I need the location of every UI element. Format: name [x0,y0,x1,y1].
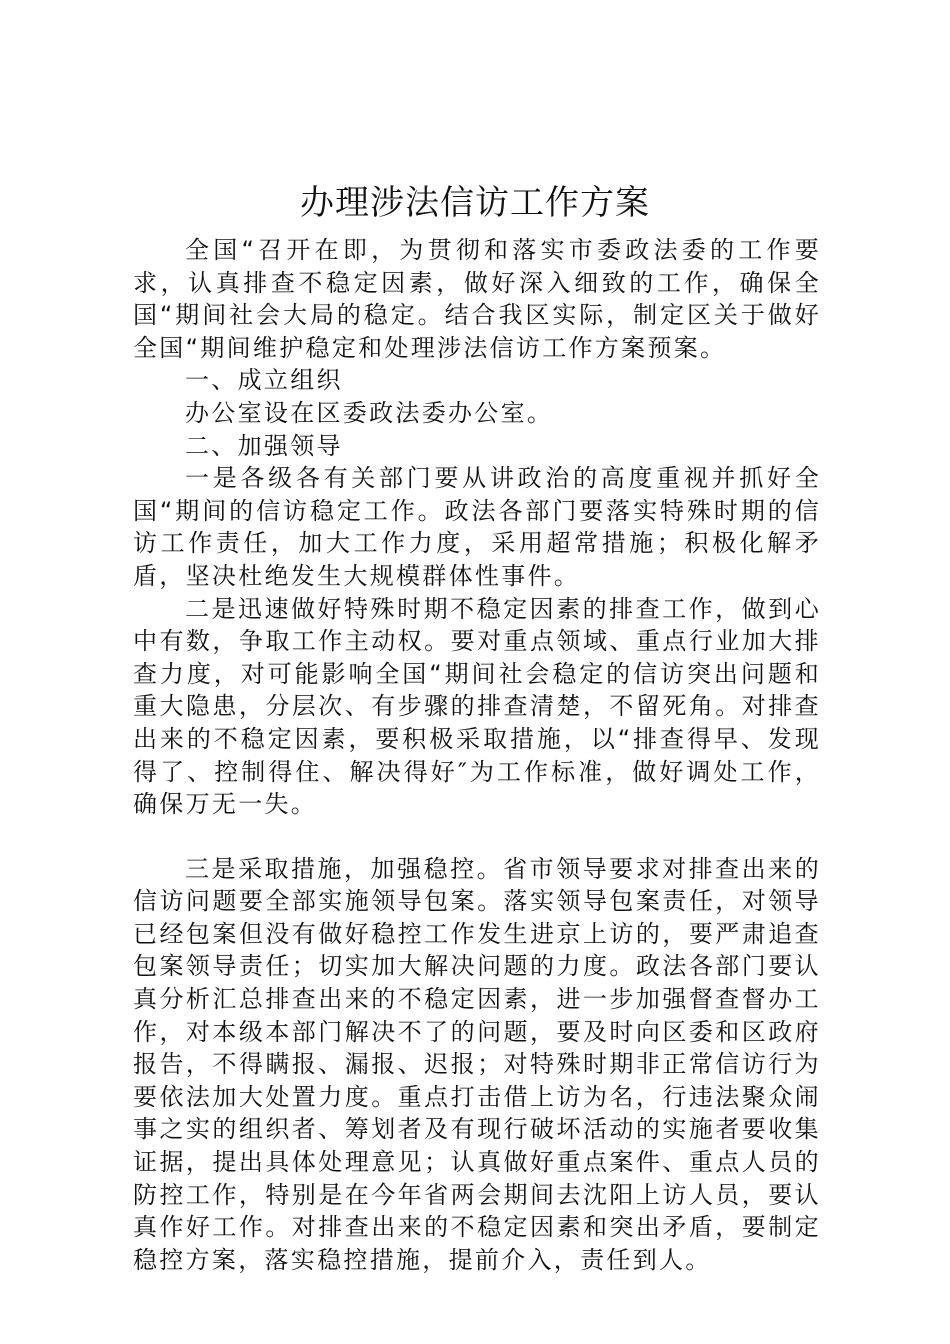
document-body [133,234,821,1276]
paragraph-point-one: 一是各级各有关部门要从讲政治的高度重视并抓好全国“期间的信访稳定工作。政法各部门要落实特殊时期的信访工作责任，加大工作力度，采用超常措施；积极化解矛盾，坚决杜绝发生大规模群体性事件。 [133,464,821,590]
section-heading-establish-organization: 一、成立组织 [185,366,343,395]
document-title: 办理涉法信访工作方案 [300,183,650,223]
paragraph-office-location: 办公室设在区委政法委办公室。 [185,398,554,427]
section-heading-strengthen-leadership: 二、加强领导 [185,431,343,460]
paragraph-point-three: 三是采取措施，加强稳控。省市领导要求对排查出来的信访问题要全部实施领导包案。落实领导包案责任，对领导已经包案但没有做好稳控工作发生进京上访的，要严肃追查包案领导责任；切实加大解决问题的力度。政法各部门要认真分析汇总排查出来的不稳定因素，进一步加强督查督办工作，对本级本部门解决不了的问题，要及时向区委和区政府报告，不得瞒报、漏报、迟报；对特殊时期非正常信访行为要依法加大处置力度。重点打击借上访为名，行违法聚众闹事之实的组织者、筹划者及有现行破坏活动的实施者要收集证据，提出具体处理意见；认真做好重点案件、重点人员的防控工作，特别是在今年省两会期间去沈阳上访人员，要认真作好工作。对排查出来的不稳定因素和突出矛盾，要制定稳控方案，落实稳控措施，提前介入，责任到人。 [133,854,821,1274]
paragraph-spacer [133,821,821,853]
paragraph-intro: 全国“召开在即，为贯彻和落实市委政法委的工作要求，认真排查不稳定因素，做好深入细致的工作，确保全国“期间社会大局的稳定。结合我区实际，制定区关于做好全国“期间维护稳定和处理涉法信访工作方案预案。 [133,236,821,362]
paragraph-point-two: 二是迅速做好特殊时期不稳定因素的排查工作，做到心中有数，争取工作主动权。要对重点领域、重点行业加大排查力度，对可能影响全国“期间社会稳定的信访突出问题和重大隐患，分层次、有步骤的排查清楚，不留死角。对排查出来的不稳定因素，要积极采取措施，以“排查得早、发现得了、控制得住、解决得好″为工作标准，做好调处工作，确保万无一失。 [133,594,821,819]
